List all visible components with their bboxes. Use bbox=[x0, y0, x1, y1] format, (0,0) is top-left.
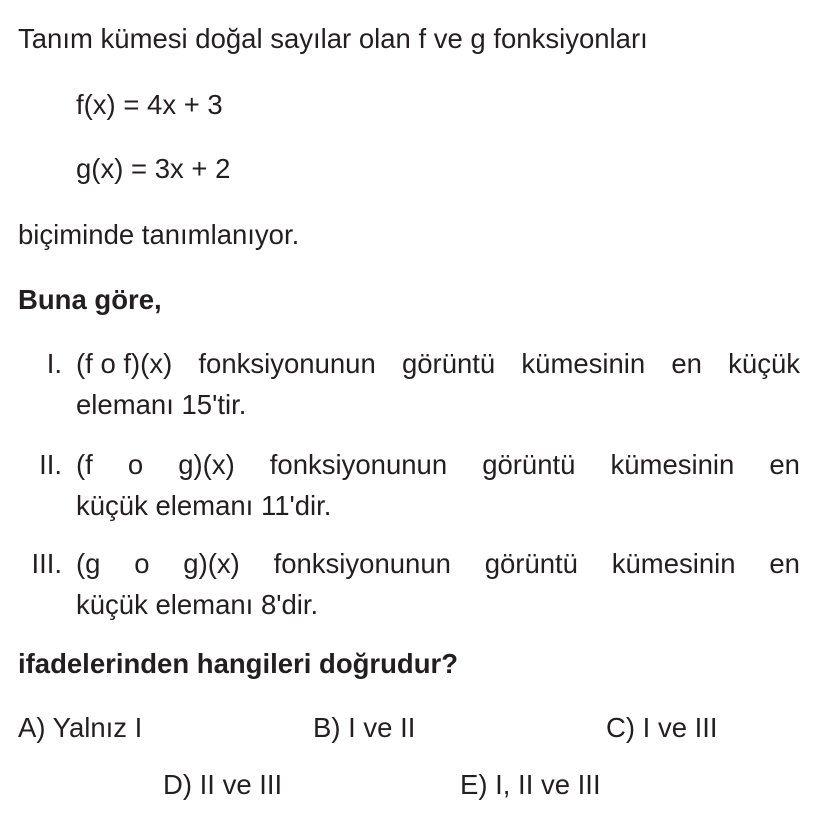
option-d[interactable]: D) II ve III bbox=[163, 769, 283, 800]
statement-word: (f o f)(x) bbox=[76, 348, 173, 379]
statement-numeral: II. bbox=[39, 449, 62, 480]
statement-word: kümesinin bbox=[610, 449, 735, 480]
statement-word: en bbox=[671, 348, 702, 379]
statement-word: fonksiyonunun bbox=[198, 348, 376, 379]
statement-word: fonksiyonunun bbox=[269, 449, 448, 480]
statement-word: görüntü bbox=[482, 449, 576, 480]
statement-text bbox=[76, 547, 800, 621]
equation-g: g(x) = 3x + 2 bbox=[76, 153, 231, 184]
statement-word: o bbox=[134, 548, 150, 579]
statement-line-1 bbox=[76, 347, 800, 380]
equation-f: f(x) = 4x + 3 bbox=[76, 89, 223, 120]
statement-word: kümesinin bbox=[611, 548, 736, 579]
option-c[interactable]: C) I ve III bbox=[606, 712, 718, 743]
statement-word: g)(x) bbox=[178, 449, 235, 480]
statement-word: fonksiyonunun bbox=[273, 548, 451, 579]
statement-word: kümesinin bbox=[521, 348, 646, 379]
statement-word: o bbox=[127, 449, 144, 480]
option-b[interactable]: B) I ve II bbox=[313, 712, 416, 743]
statement-word: (g bbox=[76, 548, 101, 579]
statement-numeral: I. bbox=[46, 348, 62, 379]
lead-text: Buna göre, bbox=[18, 284, 162, 315]
statement-line-1 bbox=[76, 547, 800, 580]
statement-word: görüntü bbox=[484, 548, 578, 579]
statement-text bbox=[76, 347, 800, 421]
statement-numeral: III. bbox=[31, 548, 62, 579]
statement-word: (f bbox=[76, 449, 93, 480]
statement-text bbox=[76, 448, 800, 522]
statement-word: en bbox=[769, 548, 800, 579]
question-text: ifadelerinden hangileri doğrudur? bbox=[18, 648, 459, 679]
option-e[interactable]: E) I, II ve III bbox=[460, 769, 601, 800]
outro-text: biçiminde tanımlanıyor. bbox=[18, 219, 300, 250]
statement-line-1 bbox=[76, 448, 800, 481]
statement-word: g)(x) bbox=[183, 548, 240, 579]
statement-word: görüntü bbox=[401, 348, 496, 379]
option-a[interactable]: A) Yalnız I bbox=[18, 712, 143, 743]
statement-word: en bbox=[769, 449, 800, 480]
statement-word: küçük bbox=[728, 348, 800, 379]
statement-line-2: küçük elemanı 8'dir. bbox=[76, 589, 319, 620]
statement-line-2: küçük elemanı 11'dir. bbox=[76, 490, 332, 521]
statement-line-2: elemanı 15'tir. bbox=[76, 389, 247, 420]
intro-text: Tanım kümesi doğal sayılar olan f ve g fonksiyonları bbox=[18, 23, 648, 54]
